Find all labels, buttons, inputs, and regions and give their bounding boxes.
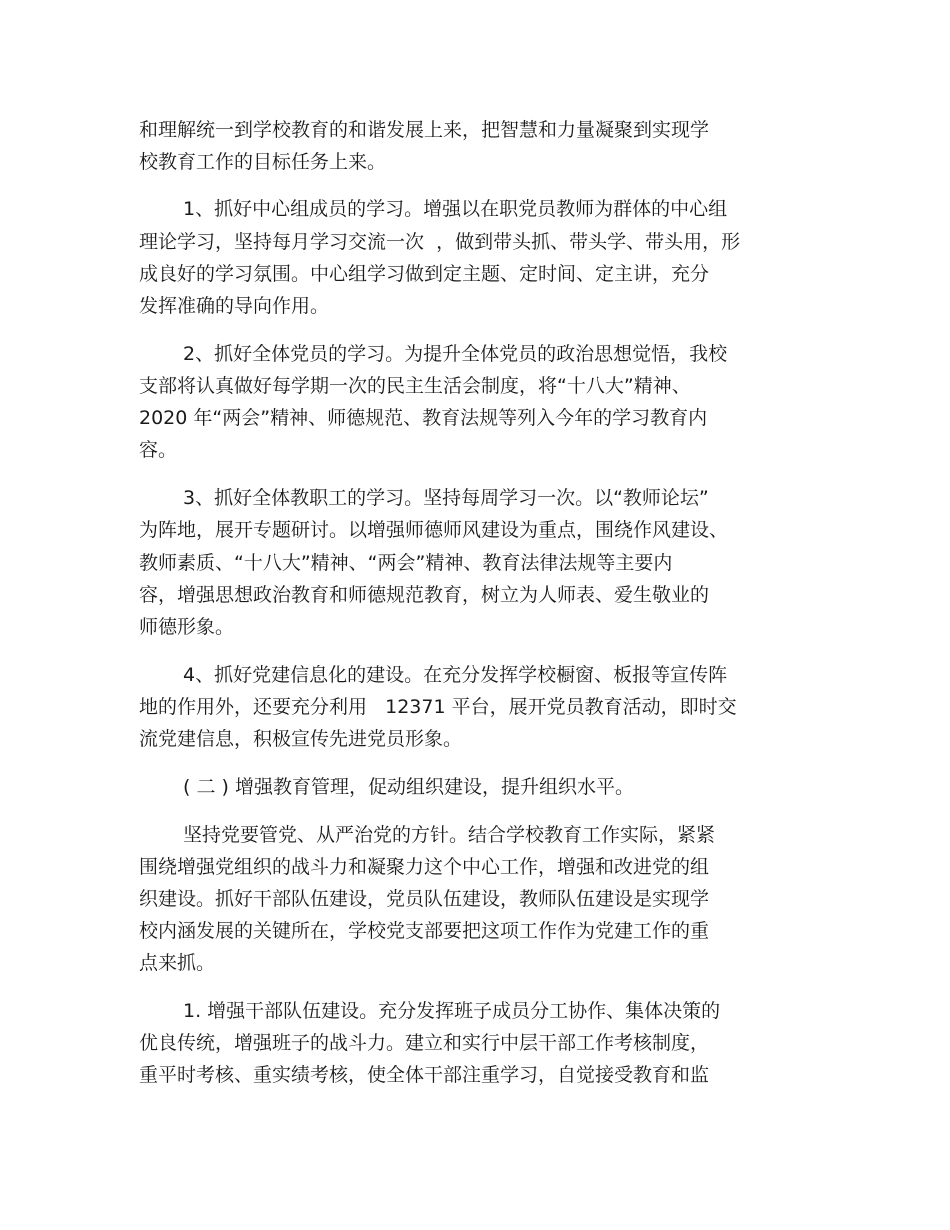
body-text-line: 优良传统，增强班子的战斗力。建立和实行中层干部工作考核制度， — [139, 1032, 710, 1054]
body-text-line: 围绕增强党组织的战斗力和凝聚力这个中心工作，增强和改进党的组 — [139, 856, 710, 878]
body-text-line: 点来抓。 — [139, 952, 216, 974]
body-text-line: 地的作用外，还要充分利用 12371 平台，展开党员教育活动，即时交 — [139, 696, 737, 718]
body-text-line: 织建设。抓好干部队伍建设，党员队伍建设，教师队伍建设是实现学 — [139, 888, 710, 910]
body-text-line: 教师素质、“十八大”精神、“两会”精神、教育法律法规等主要内 — [139, 552, 673, 574]
body-text-line: 流党建信息，积极宣传先进党员形象。 — [139, 728, 463, 750]
body-text-line: 为阵地，展开专题研讨。以增强师德师风建设为重点，围绕作风建设、 — [139, 519, 729, 541]
body-text-line: 2020 年“两会”精神、师德规范、教育法规等列入今年的学习教育内 — [139, 407, 708, 429]
body-text-line: 支部将认真做好每学期一次的民主生活会制度，将“十八大”精神、 — [139, 375, 691, 397]
body-text-line: 2、抓好全体党员的学习。为提升全体党员的政治思想觉悟，我校 — [183, 343, 728, 365]
body-text-line: 坚持党要管党、从严治党的方针。结合学校教育工作实际，紧紧 — [183, 824, 716, 846]
body-text-line: 理论学习，坚持每月学习交流一次 ，做到带头抓、带头学、带头用，形 — [139, 231, 741, 253]
body-text-line: 和理解统一到学校教育的和谐发展上来，把智慧和力量凝聚到实现学 — [139, 119, 710, 141]
body-text-line: 容。 — [139, 439, 178, 461]
body-text-line: 发挥准确的导向作用。 — [139, 295, 330, 317]
body-text-line: 校内涵发展的关键所在，学校党支部要把这项工作作为党建工作的重 — [139, 920, 710, 942]
body-text-line: 师德形象。 — [139, 616, 235, 638]
body-text-line: 1. 增强干部队伍建设。充分发挥班子成员分工协作、集体决策的 — [183, 1000, 721, 1022]
body-text-line: 成良好的学习氛围。中心组学习做到定主题、定时间、定主讲，充分 — [139, 263, 710, 285]
body-text-line: 重平时考核、重实绩考核，使全体干部注重学习，自觉接受教育和监 — [139, 1064, 710, 1086]
body-text-line: 4、抓好党建信息化的建设。在充分发挥学校橱窗、板报等宣传阵 — [183, 664, 728, 686]
body-text-line: 3、抓好全体教职工的学习。坚持每周学习一次。以“教师论坛” — [183, 487, 709, 509]
body-text-line: 校教育工作的目标任务上来。 — [139, 151, 387, 173]
section-heading: ( 二 ) 增强教育管理，促动组织建设，提升组织水平。 — [183, 776, 634, 798]
body-text-line: 容，增强思想政治教育和师德规范教育，树立为人师表、爱生敬业的 — [139, 584, 710, 606]
body-text-line: 1、抓好中心组成员的学习。增强以在职党员教师为群体的中心组 — [183, 198, 728, 220]
